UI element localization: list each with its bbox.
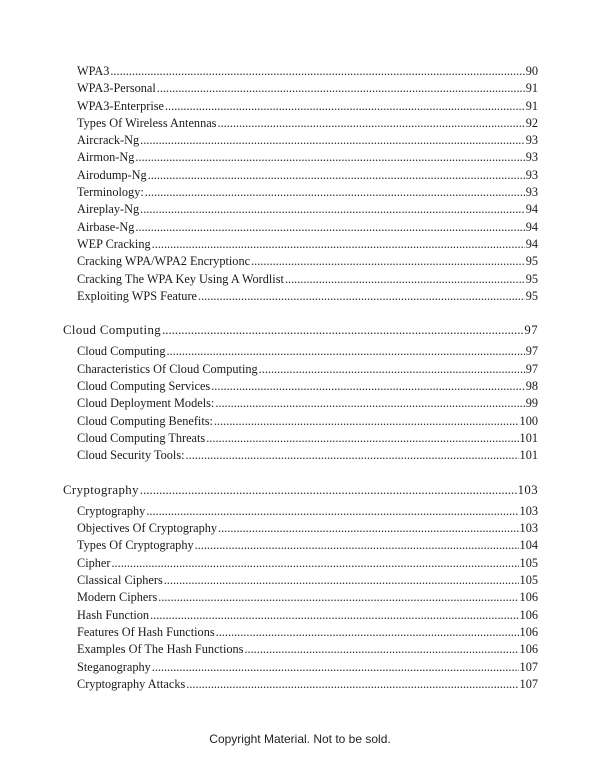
dot-leader bbox=[244, 641, 518, 658]
dot-leader bbox=[259, 361, 525, 378]
toc-entry[interactable]: Airodump-Ng ..... 93 bbox=[63, 167, 538, 184]
page-number: 97 bbox=[525, 344, 538, 359]
toc-section-cloud-computing bbox=[63, 322, 538, 464]
dot-leader bbox=[166, 343, 524, 360]
dot-leader bbox=[110, 63, 524, 80]
dot-leader bbox=[217, 115, 524, 132]
toc-entry[interactable]: Airmon-Ng ..... 93 bbox=[63, 149, 538, 166]
dot-leader bbox=[195, 537, 519, 554]
copyright-footer: Copyright Material. Not to be sold. bbox=[209, 732, 391, 746]
dot-leader bbox=[145, 184, 525, 201]
toc-entry[interactable]: Exploiting WPS Feature ..... 95 bbox=[63, 288, 538, 305]
dot-leader bbox=[216, 624, 519, 641]
dot-leader bbox=[135, 219, 524, 236]
dot-leader bbox=[152, 236, 525, 253]
toc-entry[interactable]: Features Of Hash Functions ..... 106 bbox=[63, 624, 538, 641]
page-number: 92 bbox=[525, 115, 538, 130]
page-number: 95 bbox=[525, 254, 538, 269]
toc-entry[interactable]: Hash Function ..... 106 bbox=[63, 607, 538, 624]
page-number: 94 bbox=[525, 202, 538, 217]
page-number: 103 bbox=[519, 521, 538, 536]
toc-entry[interactable]: Cipher ..... 105 bbox=[63, 555, 538, 572]
toc-entry[interactable]: Classical Ciphers ..... 105 bbox=[63, 572, 538, 589]
page-number: 93 bbox=[525, 185, 538, 200]
toc-entry[interactable]: Cloud Computing Benefits: ..... 100 bbox=[63, 413, 538, 430]
toc-entry[interactable]: WEP Cracking ..... 94 bbox=[63, 236, 538, 253]
dot-leader bbox=[148, 167, 525, 184]
page-number: 106 bbox=[519, 590, 538, 605]
toc-entry[interactable]: WPA3-Enterprise ..... 91 bbox=[63, 98, 538, 115]
dot-leader bbox=[214, 413, 519, 430]
page-number: 101 bbox=[519, 448, 538, 463]
toc-entry[interactable]: Cracking WPA/WPA2 Encryptionc ..... 95 bbox=[63, 253, 538, 270]
page-number: 90 bbox=[525, 64, 538, 78]
dot-leader bbox=[198, 288, 525, 305]
toc-chapter-heading[interactable]: Cloud Computing ..... 97 bbox=[63, 322, 538, 339]
dot-leader bbox=[218, 520, 519, 537]
dot-leader bbox=[140, 132, 525, 149]
dot-leader bbox=[152, 659, 519, 676]
toc-entry[interactable]: Aireplay-Ng ..... 94 bbox=[63, 201, 538, 218]
page-number: 98 bbox=[525, 379, 538, 394]
dot-leader bbox=[164, 572, 519, 589]
dot-leader bbox=[251, 253, 525, 270]
page-number: 94 bbox=[525, 236, 538, 251]
page-number: 93 bbox=[525, 167, 538, 182]
page-number: 93 bbox=[525, 150, 538, 165]
toc-entry[interactable]: Characteristics Of Cloud Computing ..... 97 bbox=[63, 361, 538, 378]
toc-entry[interactable]: Cloud Computing ..... 97 bbox=[63, 343, 538, 360]
dot-leader bbox=[211, 378, 524, 395]
toc-entry[interactable]: Cloud Computing Threats ..... 101 bbox=[63, 430, 538, 447]
toc-entry[interactable]: Terminology: ..... 93 bbox=[63, 184, 538, 201]
toc-entry[interactable]: Cloud Deployment Models: ..... 99 bbox=[63, 395, 538, 412]
dot-leader bbox=[140, 482, 517, 499]
toc-entry[interactable]: Examples Of The Hash Functions ..... 106 bbox=[63, 641, 538, 658]
toc-entry[interactable]: Cracking The WPA Key Using A Wordlist ..... 95 bbox=[63, 271, 538, 288]
page-number: 95 bbox=[525, 271, 538, 286]
page-number: 95 bbox=[525, 288, 538, 303]
page-number: 104 bbox=[519, 538, 538, 553]
toc-entry[interactable]: Cryptography Attacks ..... 107 bbox=[63, 676, 538, 693]
page-number: 103 bbox=[517, 482, 538, 497]
page-number: 94 bbox=[525, 219, 538, 234]
page-number: 91 bbox=[525, 81, 538, 96]
page-number: 106 bbox=[519, 642, 538, 657]
dot-leader bbox=[150, 607, 518, 624]
dot-leader bbox=[111, 555, 518, 572]
page-number: 100 bbox=[519, 413, 538, 428]
page-number: 107 bbox=[519, 659, 538, 674]
toc-entry[interactable]: WPA3 ..... 90 bbox=[63, 63, 538, 80]
page-number: 93 bbox=[525, 133, 538, 148]
toc-entry[interactable]: Cloud Security Tools: ..... 101 bbox=[63, 447, 538, 464]
toc-entry[interactable]: Steganography ..... 107 bbox=[63, 659, 538, 676]
toc-entry[interactable]: Cloud Computing Services ..... 98 bbox=[63, 378, 538, 395]
toc-section-wireless bbox=[63, 63, 538, 305]
toc-entry[interactable]: Cryptography ..... 103 bbox=[63, 503, 538, 520]
page-number: 97 bbox=[524, 323, 538, 338]
dot-leader bbox=[157, 80, 525, 97]
page-number: 103 bbox=[519, 503, 538, 518]
dot-leader bbox=[215, 395, 524, 412]
page-number: 91 bbox=[525, 98, 538, 113]
toc-entry[interactable]: WPA3-Personal ..... 91 bbox=[63, 80, 538, 97]
page-number: 107 bbox=[519, 676, 538, 691]
page-number: 97 bbox=[525, 361, 538, 376]
dot-leader bbox=[186, 447, 519, 464]
page-number: 105 bbox=[519, 555, 538, 570]
table-of-contents bbox=[63, 63, 538, 693]
toc-entry[interactable]: Objectives Of Cryptography ..... 103 bbox=[63, 520, 538, 537]
dot-leader bbox=[135, 149, 524, 166]
page-number: 106 bbox=[519, 624, 538, 639]
page-number: 106 bbox=[519, 607, 538, 622]
page-number: 105 bbox=[519, 573, 538, 588]
toc-entry[interactable]: Aircrack-Ng ..... 93 bbox=[63, 132, 538, 149]
page-number: 99 bbox=[525, 396, 538, 411]
page-number: 101 bbox=[519, 430, 538, 445]
dot-leader bbox=[146, 503, 518, 520]
toc-chapter-heading[interactable]: Cryptography ..... 103 bbox=[63, 482, 538, 499]
toc-entry[interactable]: Types Of Cryptography ..... 104 bbox=[63, 537, 538, 554]
toc-entry[interactable]: Airbase-Ng ..... 94 bbox=[63, 219, 538, 236]
toc-section-cryptography bbox=[63, 482, 538, 694]
dot-leader bbox=[158, 589, 518, 606]
toc-entry[interactable]: Types Of Wireless Antennas ..... 92 bbox=[63, 115, 538, 132]
dot-leader bbox=[140, 201, 525, 218]
dot-leader bbox=[206, 430, 518, 447]
dot-leader bbox=[186, 676, 518, 693]
toc-entry[interactable]: Modern Ciphers ..... 106 bbox=[63, 589, 538, 606]
dot-leader bbox=[285, 271, 525, 288]
dot-leader bbox=[162, 322, 523, 339]
dot-leader bbox=[165, 98, 525, 115]
